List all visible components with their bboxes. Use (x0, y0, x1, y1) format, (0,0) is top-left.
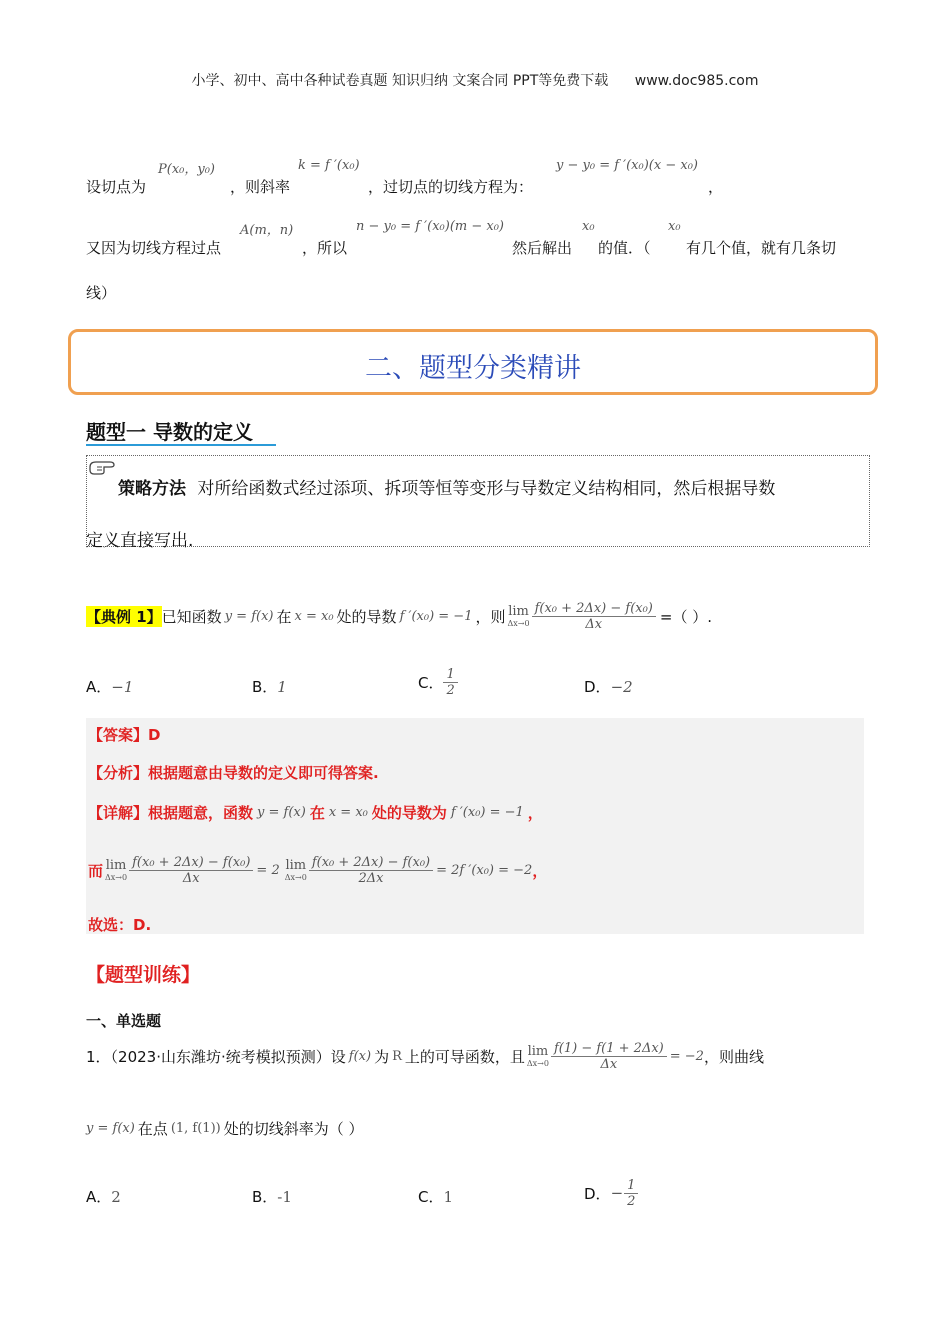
option-sign: − (610, 1184, 624, 1202)
math-x-x0: x = x₀ (328, 804, 368, 820)
fraction-numerator: f(x₀ + 2Δx) − f(x₀) (532, 601, 656, 617)
q1-text-5: 在点 (137, 1119, 168, 1138)
math-limit (105, 858, 127, 882)
q1-text-3: 上的可导函数，且 (404, 1047, 525, 1066)
math-x0-b: x₀ (668, 219, 681, 234)
option-value: -1 (277, 1188, 292, 1206)
fraction-numerator: f(x₀ + 2Δx) − f(x₀) (129, 855, 253, 871)
option-value: −1 (111, 678, 134, 696)
math-point-p: P(x₀，y₀) (158, 162, 215, 177)
option-label: C． (418, 673, 444, 692)
option-value: 2 (111, 1188, 121, 1206)
math-fx: f(x) (348, 1048, 372, 1064)
fraction-denominator: 2 (627, 1193, 636, 1209)
option-label: A． (86, 1188, 112, 1206)
math-curve: y = f(x) (86, 1120, 135, 1136)
math-y-fx: y = f(x) (257, 804, 306, 820)
solution-limit-line (88, 848, 547, 892)
option-value: −2 (610, 678, 633, 696)
section1-title: 题型一 导数的定义 (86, 420, 253, 444)
example1-option-d (584, 676, 633, 697)
solution-analysis: 【分析】根据题意由导数的定义即可得答案. (88, 764, 379, 782)
option-label: A． (86, 678, 112, 696)
math-tangent-eq: y − y₀ = f ′(x₀)(x − x₀) (556, 158, 698, 173)
math-equals-two: = 2 (256, 862, 280, 878)
limit-symbol: lim (285, 858, 307, 873)
solution-answer: 【答案】D (88, 726, 161, 744)
limit-subscript: Δx→0 (526, 1059, 549, 1068)
header-text: 小学、初中、高中各种试卷真题 知识归纳 文案合同 PPT等免费下载 (191, 73, 609, 89)
fraction-numerator: 1 (624, 1178, 638, 1194)
page-header (0, 70, 950, 90)
intro-text-6: ，所以 (302, 239, 348, 257)
limit-subscript: Δx→0 (284, 873, 307, 882)
math-fraction-2 (309, 855, 433, 886)
fraction-denominator: Δx (182, 870, 200, 886)
math-eq-n: n − y₀ = f ′(x₀)(m − x₀) (356, 219, 504, 234)
question1-line1 (86, 1034, 764, 1078)
question1-option-b (252, 1186, 292, 1207)
option-value: 1 (277, 678, 287, 696)
q1-text-4: ，则曲线 (703, 1047, 764, 1066)
strategy-line-2: 定义直接写出. (86, 531, 194, 551)
banner-title: 二、题型分类精讲 (365, 353, 581, 384)
option-label: C． (418, 1188, 444, 1206)
strategy-line-1: 对所给函数式经过添项、拆项等恒等变形与导数定义结构相同，然后根据导数 (197, 479, 776, 499)
fraction-numerator: f(x₀ + 2Δx) − f(x₀) (309, 855, 433, 871)
pointing-hand-icon (88, 458, 118, 480)
training-subtitle: 一、单选题 (86, 1012, 162, 1030)
example1-option-a (86, 676, 133, 697)
intro-text-8: 的值．（ (598, 239, 651, 257)
math-real-set: R (392, 1048, 402, 1064)
fraction-denominator: Δx (585, 616, 603, 632)
option-label: D． (584, 678, 611, 696)
math-fraction-1 (129, 855, 253, 886)
option-label: D． (584, 1184, 611, 1203)
limit-symbol: lim (508, 604, 529, 619)
limit-symbol: lim (527, 1044, 549, 1059)
math-x-x0: x = x₀ (294, 608, 334, 624)
solution-choose: 故选：D. (88, 916, 152, 934)
fraction-denominator: 2 (446, 682, 455, 698)
math-limit (507, 604, 529, 628)
training-title: 【题型训练】 (86, 964, 201, 986)
strategy-label: 策略方法 (118, 479, 186, 499)
question1-option-d (584, 1170, 638, 1216)
example1-option-b (252, 676, 287, 697)
example1-text-4: ，则 (475, 607, 506, 626)
q1-text-2: 为 (374, 1047, 390, 1066)
solution-detail-line (88, 790, 543, 834)
intro-text-5: 又因为切线方程过点 (86, 239, 222, 257)
option-label: B． (252, 678, 278, 696)
limit-subscript: Δx→0 (507, 619, 530, 628)
question1-option-a (86, 1186, 121, 1207)
example1-tag: 【典例 1】 (86, 607, 162, 626)
fraction-numerator: f(1) − f(1 + 2Δx) (551, 1041, 667, 1057)
option-fraction (443, 667, 457, 698)
example1-text-3: 处的导数 (336, 607, 397, 626)
strategy-box (86, 455, 870, 547)
intro-text-7: 然后解出 (512, 239, 573, 257)
math-point: (1, f(1)) (170, 1120, 221, 1136)
intro-text-3: ，过切点的切线方程为： (368, 178, 534, 196)
section-banner (68, 329, 878, 395)
fraction-denominator: Δx (600, 1056, 618, 1072)
math-limit-2 (285, 858, 307, 882)
strategy-text-1 (118, 474, 775, 499)
math-limit (527, 1044, 549, 1068)
question1-option-c (418, 1186, 453, 1207)
math-derivative: f ′(x₀) = −1 (450, 804, 524, 820)
fraction-numerator: 1 (443, 667, 457, 683)
section1-underline (86, 444, 276, 446)
question1-line2 (86, 1108, 364, 1148)
q1-text-6: 处的切线斜率为（ ） (223, 1119, 364, 1138)
intro-text-2: ，则斜率 (230, 178, 291, 196)
math-result: = 2f ′(x₀) = −2 (436, 862, 533, 878)
q1-text-1: 1．（2023·山东潍坊·统考模拟预测）设 (86, 1047, 346, 1066)
option-value: 1 (443, 1188, 454, 1206)
example1-option-c (418, 660, 458, 704)
limit-symbol: lim (105, 858, 127, 873)
example1-question (86, 598, 712, 634)
math-slope: k = f ′(x₀) (298, 158, 360, 173)
math-point-a: A(m，n) (240, 223, 294, 238)
header-url[interactable]: www.doc985.com (634, 73, 759, 89)
detail-text-4: ， (527, 803, 543, 822)
intro-text-9: 有几个值，就有几条切 (686, 239, 837, 257)
detail-text-3: 处的导数为 (371, 803, 447, 822)
example1-text-1: 已知函数 (161, 607, 222, 626)
intro-text-1: 设切点为 (86, 178, 147, 196)
example1-text-2: 在 (276, 607, 292, 626)
math-x0-a: x₀ (582, 219, 595, 234)
intro-text-10: 线） (86, 284, 117, 302)
intro-text-4: ， (708, 178, 724, 196)
option-fraction (624, 1178, 638, 1209)
detail-text-2: 在 (309, 803, 325, 822)
detail-text-1: 【详解】根据题意，函数 (88, 803, 254, 822)
option-label: B． (252, 1188, 278, 1206)
detail-text-er: 而 (88, 861, 104, 880)
example1-text-5: =（ ）. (659, 607, 712, 626)
detail-text-5: ， (532, 861, 548, 880)
math-rhs: = −2 (669, 1048, 704, 1064)
math-fraction (551, 1041, 667, 1072)
limit-subscript: Δx→0 (105, 873, 128, 882)
fraction-denominator: 2Δx (358, 870, 384, 886)
math-y-fx: y = f(x) (224, 608, 274, 624)
math-fraction (532, 601, 656, 632)
math-derivative: f ′(x₀) = −1 (399, 608, 473, 624)
